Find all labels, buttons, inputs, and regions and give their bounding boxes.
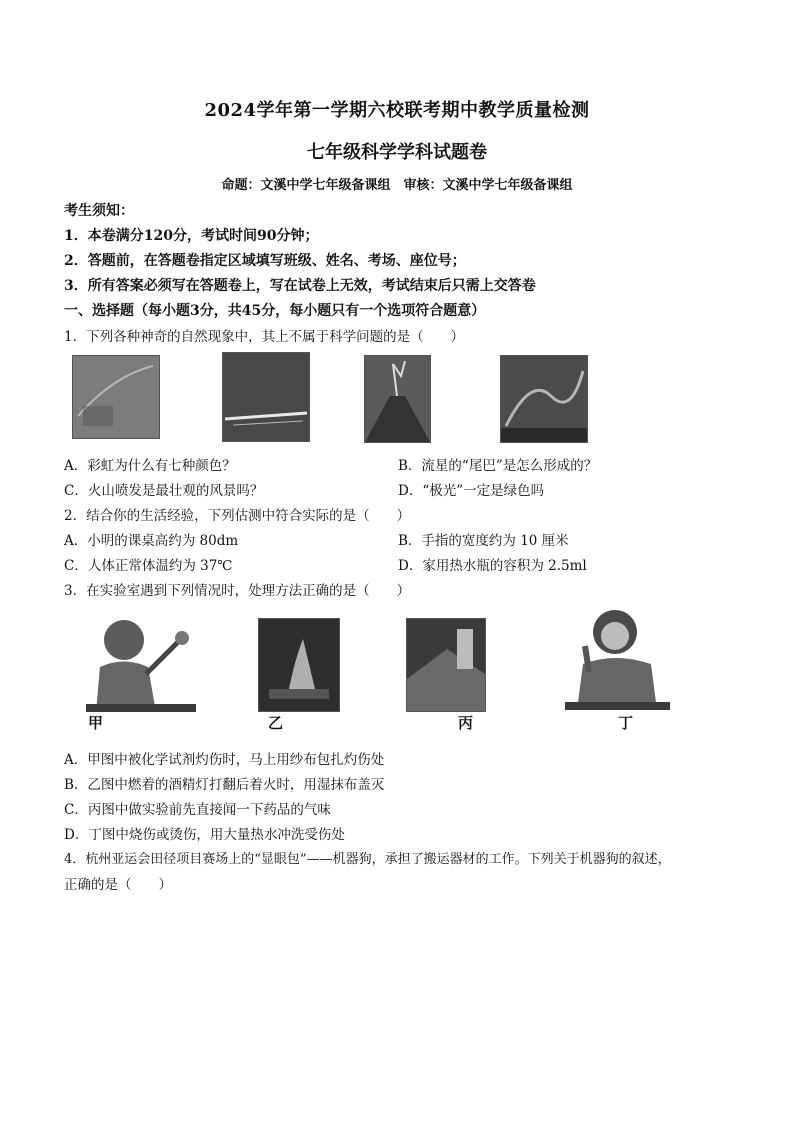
notice-heading: 考生须知： [64, 203, 134, 219]
question-2-option-a: A．小明的课桌高约为 80dm [64, 533, 239, 549]
question-3-option-b: B．乙图中燃着的酒精灯打翻后着火时，用湿抹布盖灭 [64, 777, 385, 793]
question-3-label-bing: 丙 [458, 714, 474, 732]
notice-item: 2．答题前，在答题卷指定区域填写班级、姓名、考场、座位号； [64, 253, 466, 269]
question-2-option-c: C．人体正常体温约为 37℃ [64, 558, 233, 574]
question-4-stem-line-1: 4．杭州亚运会田径项目赛场上的“显眼包”——机器狗，承担了搬运器材的工作。下列关于机器狗的叙述， [64, 852, 671, 867]
question-3-option-c: C．丙图中做实验前先直接闻一下药品的气味 [64, 802, 331, 818]
question-1-photo-volcano [364, 355, 431, 443]
question-2-option-d: D．家用热水瓶的容积为 2.5ml [398, 558, 587, 574]
question-1-option-b: B．流星的“尾巴”是怎么形成的？ [398, 458, 598, 474]
question-4-stem-line-2: 正确的是（ ） [64, 877, 172, 893]
question-1-option-c: C．火山喷发是最壮观的风景吗？ [64, 483, 264, 499]
question-2-option-b: B．手指的宽度约为 10 厘米 [398, 533, 569, 549]
exam-authors: 命题：文溪中学七年级备课组 审核：文溪中学七年级备课组 [221, 178, 573, 193]
question-1-photo-aurora [500, 355, 588, 443]
notice-item: 3．所有答案必须写在答题卷上，写在试卷上无效，考试结束后只需上交答卷 [64, 278, 536, 294]
question-3-illustration-jia [86, 612, 196, 712]
notice-item: 1．本卷满分120分，考试时间90分钟； [64, 228, 319, 244]
question-3-option-a: A．甲图中被化学试剂灼伤时，马上用纱布包扎灼伤处 [64, 752, 385, 768]
exam-title: 2024学年第一学期六校联考期中教学质量检测 [204, 100, 590, 121]
question-1-option-d: D．“极光”一定是绿色吗 [398, 483, 545, 499]
question-1-stem: 1．下列各种神奇的自然现象中，其上不属于科学问题的是（ ） [64, 329, 465, 345]
question-3-label-jia: 甲 [88, 714, 104, 732]
question-1-option-a: A．彩虹为什么有七种颜色？ [64, 458, 236, 474]
section-heading: 一、选择题（每小题3分，共45分，每小题只有一个选项符合题意） [64, 303, 486, 319]
question-3-illustration-ding [565, 602, 670, 710]
question-3-option-d: D．丁图中烧伤或烫伤，用大量热水冲洗受伤处 [64, 827, 345, 843]
question-3-stem: 3．在实验室遇到下列情况时，处理方法正确的是（ ） [64, 583, 411, 599]
question-3-label-yi: 乙 [268, 714, 284, 732]
question-1-photo-rainbow [72, 355, 160, 439]
question-3-illustration-bing [406, 618, 486, 712]
question-3-label-ding: 丁 [618, 714, 634, 732]
exam-subtitle: 七年级科学学科试题卷 [307, 142, 487, 163]
question-3-illustration-yi [258, 618, 340, 712]
question-2-stem: 2．结合你的生活经验，下列估测中符合实际的是（ ） [64, 508, 411, 524]
question-1-photo-meteor [222, 352, 310, 442]
